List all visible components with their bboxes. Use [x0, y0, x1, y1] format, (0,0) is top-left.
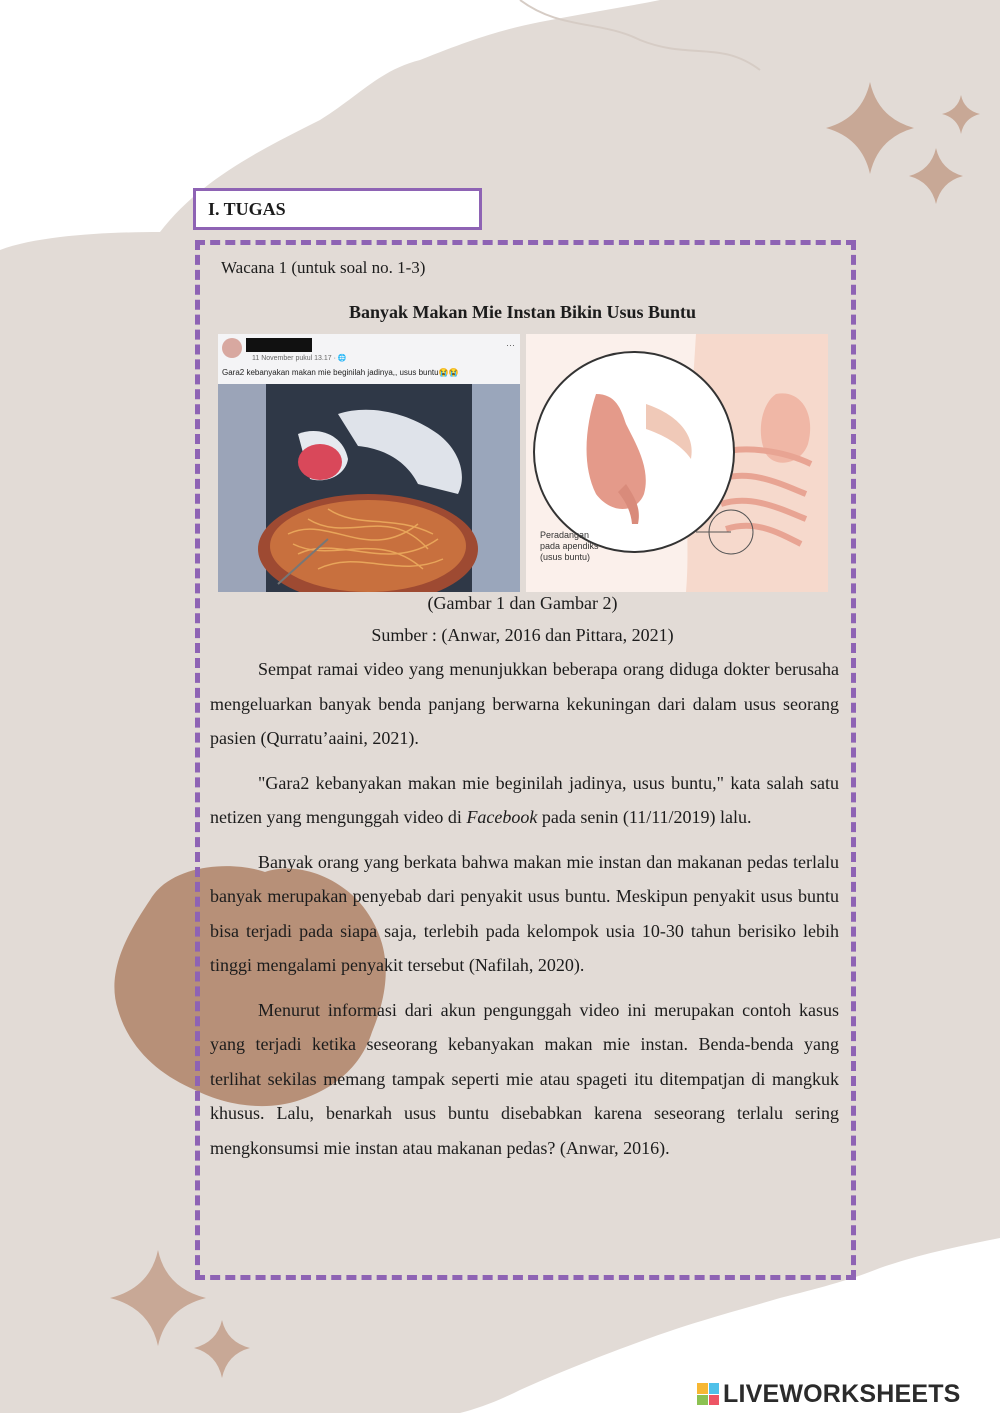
liveworksheets-text: LIVEWORKSHEETS	[723, 1379, 961, 1408]
section-heading: I. TUGAS	[193, 188, 482, 230]
facebook-italic: Facebook	[466, 807, 538, 827]
paragraph-2: "Gara2 kebanyakan makan mie beginilah jadinya, usus buntu," kata salah satu netizen yang mengunggah video di Facebook pada senin (11/11/2019) lalu.	[210, 772, 839, 827]
article-title: Banyak Makan Mie Instan Bikin Usus Buntu	[348, 302, 697, 322]
anatomy-label: Peradangan pada apendiks (usus buntu)	[540, 530, 599, 562]
paragraph-1: Sempat ramai video yang menunjukkan beberapa orang diduga dokter berusaha mengeluarkan banyak benda panjang berwarna kekuningan dari dalam usus seorang pasien (Qurratu’aaini, 2021).	[210, 659, 839, 748]
figure-1-facebook-post	[218, 334, 520, 592]
post-more-icon: ···	[506, 340, 515, 350]
figure-caption: (Gambar 1 dan Gambar 2)	[427, 593, 618, 613]
paragraph-3: Banyak orang yang berkata bahwa makan mie instan dan makanan pedas terlalu banyak merupakan penyebab dari penyakit usus buntu. Meskipun penyakit usus buntu bisa terjadi pada siapa saja, terlebih pada kelompok usia 10-30 tahun berisiko lebih tinggi mengalami penyakit tersebut (Nafilah, 2020).	[210, 851, 839, 975]
liveworksheets-icon	[697, 1383, 719, 1405]
wacana-label: Wacana 1 (untuk soal no. 1-3)	[221, 258, 426, 277]
post-caption: Gara2 kebanyakan makan mie beginilah jadinya,, usus buntu😭😭	[222, 368, 459, 377]
post-author-redacted	[246, 338, 312, 352]
paragraph-4: Menurut informasi dari akun pengunggah video ini merupakan contoh kasus yang terjadi ketika seseorang kebanyakan makan mie instan. Benda-benda yang terlihat sekilas memang tampak seperti mie atau spageti itu ditempatjan di mangkuk khusus. Lalu, benarkah usus buntu disebabkan karena seseorang terlalu sering mengkonsumsi mie instan atau makanan pedas? (Anwar, 2016).	[210, 999, 839, 1158]
post-timestamp: 11 November pukul 13.17 · 🌐	[252, 355, 347, 362]
article-body	[210, 652, 839, 1175]
figure-source: Sumber : (Anwar, 2016 dan Pittara, 2021)	[371, 625, 674, 645]
liveworksheets-logo	[697, 1376, 961, 1412]
figure-2-appendix-anatomy	[526, 334, 828, 592]
